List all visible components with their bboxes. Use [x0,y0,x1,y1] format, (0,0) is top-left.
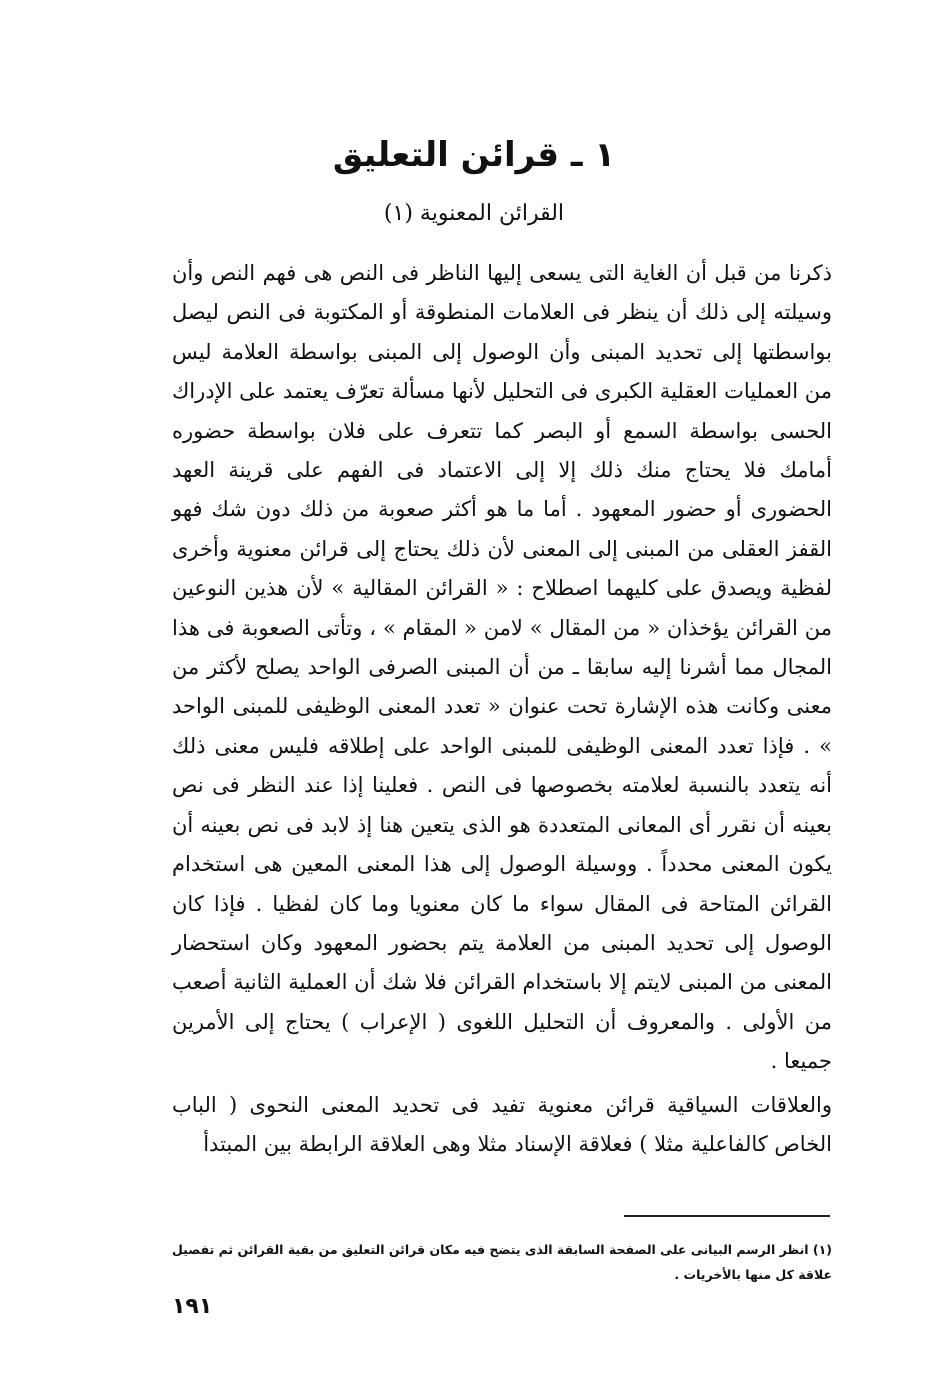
footnote-divider [624,1215,830,1217]
paragraph: ذكرنا من قبل أن الغاية التى يسعى إليها الناظر فى النص هى فهم النص وأن وسيلته إلى ذلك أن ينظر فى العلامات المنطوقة أو المكتوبة فى النص ليصل بواسطتها إلى تحديد المبنى وأن الوصول إلى المبنى بواسطة العلامة ليس من العمليات العقلية الكبرى فى التحليل لأنها مسألة تعرّف يعتمد على الإدراك الحسى بواسطة السمع أو البصر كما تتعرف على فلان بواسطة حضوره أمامك فلا يحتاج منك ذلك إلا إلى الاعتماد فى الفهم على قرينة العهد الحضورى أو حضور المعهود . أما ما هو أكثر صعوبة من ذلك دون شك فهو القفز العقلى من المبنى إلى المعنى لأن ذلك يحتاج إلى قرائن معنوية وأخرى لفظية ويصدق على كليهما اصطلاح : « القرائن المقالية » لأن هذين النوعين من القرائن يؤخذان « من المقال » لامن « المقام » ، وتأتى الصعوبة فى هذا المجال مما أشرنا إليه سابقا ـ من أن المبنى الصرفى الواحد يصلح لأكثر من معنى وكانت هذه الإشارة تحت عنوان « تعدد المعنى الوظيفى للمبنى الواحد » . فإذا تعدد المعنى الوظيفى للمبنى الواحد على إطلاقه فليس معنى ذلك أنه يتعدد بالنسبة لعلامته بخصوصها فى النص . فعلينا إذا عند النظر فى نص بعينه أن نقرر أى المعانى المتعددة هو الذى يتعين هنا إذ لابد فى نص بعينه أن يكون المعنى محدداً . ووسيلة الوصول إلى هذا المعنى المعين هى استخدام القرائن المتاحة فى المقال سواء ما كان معنويا وما كان لفظيا . فإذا كان الوصول إلى تحديد المبنى من العلامة يتم بحضور المعهود وكان استحضار المعنى من المبنى لايتم إلا باستخدام القرائن فلا شك أن العملية الثانية أصعب من الأولى . والمعروف أن التحليل اللغوى ( الإعراب ) يحتاج إلى الأمرين جميعا . [172,261,833,1074]
section-subheading: القرائن المعنوية (١) [383,201,565,226]
footnote [172,1237,832,1287]
paragraph: والعلاقات السياقية قرائن معنوية تفيد فى تحديد المعنى النحوى ( الباب الخاص كالفاعلية مثلا ) فعلاقة الإسناد مثلا وهى العلاقة الرابطة بين المبتدأ [172,1092,832,1156]
footnote-text: (١) انظر الرسم البيانى على الصفحة السابقة الذى يتضح فيه مكان قرائن التعليق من بقية القرائن ثم تفصيل علاقة كل منها بالأخريات . [172,1242,832,1282]
body-text [172,254,832,1164]
section-heading: ١ ـ قرائن التعليق [332,135,616,175]
page-number: ١٩١ [172,1294,213,1319]
